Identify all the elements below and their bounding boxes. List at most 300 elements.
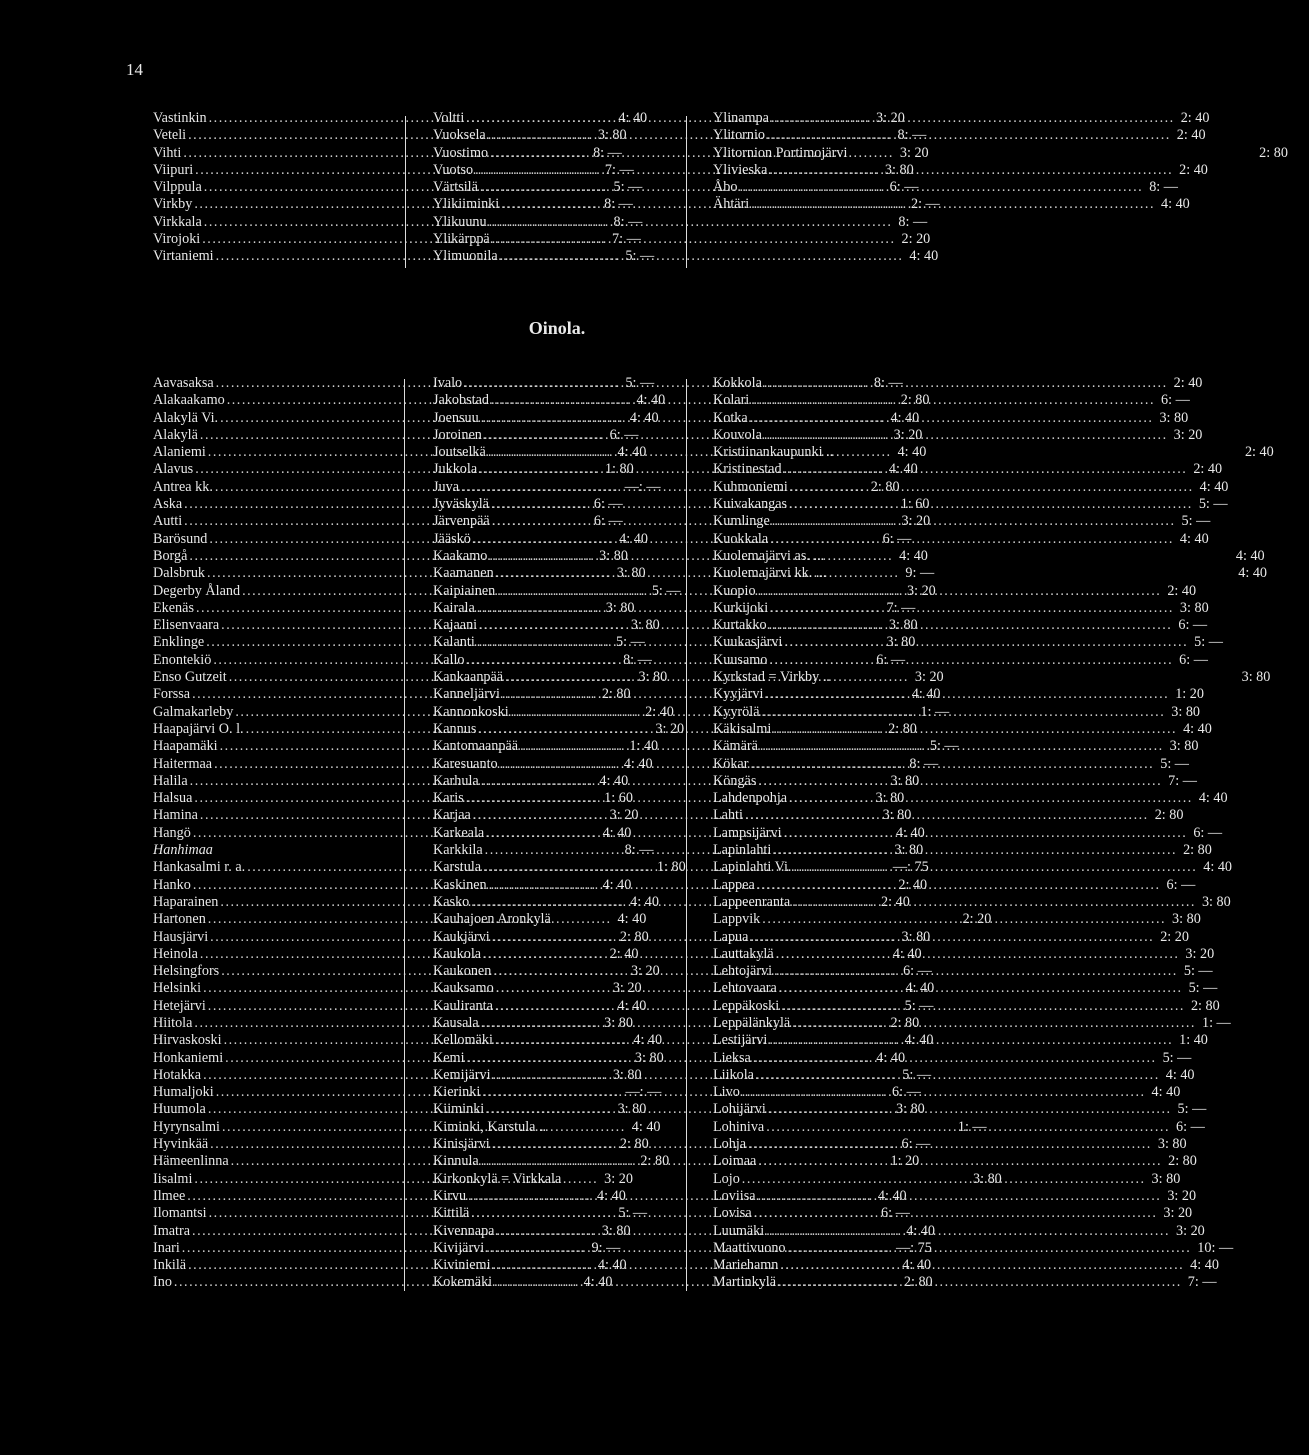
place-name: Kaakamo xyxy=(433,547,488,564)
place-name: Karkeala xyxy=(433,824,485,841)
price-value: 4: 40 xyxy=(899,547,928,564)
list-item xyxy=(713,1101,1207,1118)
price-value: 4: 40 xyxy=(909,248,939,265)
price-value: 3: 20 xyxy=(1175,1222,1205,1239)
price-value: —: 75 xyxy=(892,859,929,876)
dot-leader xyxy=(782,825,1188,842)
price-value: 3: 20 xyxy=(1185,945,1215,962)
section-title: Oinola. xyxy=(528,318,586,338)
place-name: Kuopio xyxy=(713,582,756,599)
price-value: 3: 20 xyxy=(655,720,685,737)
place-name: Ylitornio xyxy=(713,127,766,144)
dot-leader xyxy=(756,1188,1162,1205)
price-value: 6: — xyxy=(882,530,912,547)
price-value: 4: 40 xyxy=(1165,1066,1195,1083)
place-name: Kiiminki xyxy=(433,1101,485,1118)
price-value: 2: 20 xyxy=(962,911,992,928)
place-name: Kemijärvi xyxy=(433,1066,491,1083)
dot-leader xyxy=(740,1084,1146,1101)
price-value: 2: 80 xyxy=(1154,807,1184,824)
dot-leader xyxy=(777,980,1183,997)
list-item xyxy=(713,703,1201,721)
place-name: Hangö xyxy=(153,824,191,841)
place-name: Enso Gutzeit xyxy=(153,669,227,686)
list-item xyxy=(713,513,1211,530)
place-name: Kemi xyxy=(433,1049,465,1066)
place-name: Joroinen xyxy=(433,426,482,443)
dot-leader xyxy=(762,375,1168,392)
place-name: Karhula xyxy=(433,772,479,789)
place-name: Kiminki, Karstula .. xyxy=(433,1118,547,1135)
dot-leader xyxy=(756,1153,1162,1170)
place-name: Ekenäs xyxy=(153,599,194,616)
place-name: Kuolemajärvi kk. ... xyxy=(713,565,827,582)
price-value: 1: — xyxy=(920,703,950,720)
price-value: 3: 80 xyxy=(1169,738,1199,755)
place-name: Vuostimo xyxy=(433,144,489,161)
price-value: 1: 60 xyxy=(900,496,930,513)
price-value: 3: 80 xyxy=(890,772,920,789)
place-name: Antrea kk. xyxy=(153,478,213,495)
price-value: 7: — xyxy=(604,161,634,178)
dot-leader xyxy=(751,1050,1157,1067)
price-value: 3: 80 xyxy=(973,1170,1002,1187)
price-value: 6: — xyxy=(901,1136,931,1153)
dot-leader xyxy=(748,410,1154,427)
price-value: 3: 80 xyxy=(896,1101,925,1118)
price-value: 4: 40 xyxy=(617,997,647,1014)
price-value: 3: 80 xyxy=(901,928,931,945)
price-value: 4: 40 xyxy=(636,392,666,409)
price-value: 6: — xyxy=(593,496,623,513)
place-name: Mariehamn xyxy=(713,1257,779,1274)
list-item xyxy=(713,1032,1208,1049)
place-name: Alakylä xyxy=(153,426,198,443)
place-name: Lappea xyxy=(713,876,755,893)
price-value: 6: — xyxy=(1178,617,1208,634)
dot-leader xyxy=(487,214,893,231)
main-column-3 xyxy=(713,375,1274,1292)
place-name: Forssa xyxy=(153,686,191,703)
dot-leader xyxy=(779,998,1185,1015)
dot-leader xyxy=(776,1274,1182,1291)
price-value: 3: 20 xyxy=(1163,1205,1193,1222)
place-name: Lapinlahti xyxy=(713,842,772,859)
list-item xyxy=(713,997,1220,1015)
price-value: 4: 40 xyxy=(623,755,653,772)
dot-leader xyxy=(769,110,1175,127)
place-name: Kirkonkylä = Virkkala xyxy=(433,1170,562,1187)
price-value: 5: — xyxy=(625,248,655,265)
price-value: 7: — xyxy=(1187,1274,1217,1291)
place-name: Kinnula xyxy=(433,1153,479,1170)
price-value: 3: 20 xyxy=(899,144,929,161)
price-value: 2: 80 xyxy=(1259,144,1288,161)
price-value: 4: 40 xyxy=(895,824,925,841)
dot-leader xyxy=(760,704,1166,721)
price-value: 4: 40 xyxy=(630,893,659,910)
price-value: 5: — xyxy=(618,1205,648,1222)
place-name: Ilmee xyxy=(153,1187,186,1204)
price-value: 5: — xyxy=(1183,963,1213,980)
price-value: 3: 80 xyxy=(1171,703,1201,720)
place-name: Ylimuonila xyxy=(433,248,498,265)
price-value: 4: 40 xyxy=(1203,859,1233,876)
place-name: Virojoki xyxy=(153,231,201,248)
price-value: 6: — xyxy=(876,651,906,668)
place-name: Lojo xyxy=(713,1170,740,1187)
price-value: 6: — xyxy=(881,1205,910,1222)
price-value: 1: 60 xyxy=(604,790,633,807)
price-value: 3: 80 xyxy=(1241,669,1271,686)
price-value: 4: 40 xyxy=(897,444,927,461)
place-name: Lohja xyxy=(713,1136,747,1153)
price-value: 5: — xyxy=(615,634,645,651)
price-value: 2: 40 xyxy=(881,893,910,910)
price-value: 1: 40 xyxy=(629,738,659,755)
price-value: 4: 40 xyxy=(876,1049,906,1066)
dot-leader xyxy=(764,1119,1170,1136)
price-value: 3: 20 xyxy=(893,426,923,443)
price-value: 3: 80 xyxy=(604,1014,633,1031)
place-name: Kokemäki xyxy=(433,1274,493,1291)
list-item xyxy=(713,1170,1181,1188)
place-name: Kauhajoen Aronkylä xyxy=(433,911,551,928)
dot-leader xyxy=(762,427,1168,444)
price-value: 4: 40 xyxy=(1198,790,1228,807)
place-name: Hanko xyxy=(153,876,191,893)
place-name: Kaukola xyxy=(433,945,482,962)
place-name: Hyrynsalmi xyxy=(153,1118,220,1135)
place-name: Kannus xyxy=(433,720,477,737)
place-name: Lappeenranta xyxy=(713,893,791,910)
price-value: 2: 40 xyxy=(609,945,639,962)
place-name: Imatra xyxy=(153,1222,191,1239)
dot-leader xyxy=(749,392,1155,409)
price-value: 1: — xyxy=(957,1118,987,1135)
dot-leader xyxy=(771,721,1177,738)
place-name: Haparainen xyxy=(153,893,219,910)
dot-leader xyxy=(791,859,1197,876)
list-item xyxy=(713,617,1208,634)
dot-leader xyxy=(790,1015,1196,1032)
place-name: Karkkila xyxy=(433,842,483,859)
list-item xyxy=(433,213,928,231)
place-name: Lieksa xyxy=(713,1049,751,1066)
price-value: 2: 20 xyxy=(901,231,931,248)
price-value: 6: — xyxy=(1166,876,1196,893)
list-item xyxy=(713,444,1274,461)
price-value: —: — xyxy=(624,478,661,495)
price-value: 2: 80 xyxy=(888,720,917,737)
place-name: Kaukjärvi xyxy=(433,928,490,945)
column-rule xyxy=(686,379,687,1291)
price-value: 4: 40 xyxy=(599,772,629,789)
dot-leader xyxy=(782,461,1188,478)
place-name: Karis xyxy=(433,790,464,807)
list-item xyxy=(713,651,1208,669)
place-name: Kiviniemi xyxy=(433,1257,491,1274)
place-name: Hausjärvi xyxy=(153,928,209,945)
list-item xyxy=(713,669,1271,686)
price-value: 2: — xyxy=(910,196,940,213)
price-value: 4: 40 xyxy=(617,444,647,461)
place-name: Leppälänkylä xyxy=(713,1014,791,1031)
price-value: 4: 40 xyxy=(633,1032,663,1049)
place-name: Kaskinen xyxy=(433,876,487,893)
list-item xyxy=(713,530,1209,548)
price-value: 1: — xyxy=(1201,1014,1231,1031)
price-value: 5: — xyxy=(1181,513,1211,530)
price-value: 4: 40 xyxy=(602,876,632,893)
dot-leader xyxy=(772,963,1178,980)
price-value: 2: 80 xyxy=(619,1136,649,1153)
price-value: 1: 20 xyxy=(1175,686,1204,703)
list-item xyxy=(713,720,1212,738)
place-name: Karjaa xyxy=(433,807,471,824)
list-item xyxy=(713,110,1210,127)
dot-leader xyxy=(758,738,1164,755)
list-item xyxy=(713,127,1206,144)
place-name: Kantomaanpää xyxy=(433,738,519,755)
list-item xyxy=(713,599,1209,617)
list-item xyxy=(713,392,1190,409)
price-value: 4: 40 xyxy=(583,1274,613,1291)
dot-leader xyxy=(765,127,1171,144)
place-name: Kausala xyxy=(433,1014,479,1031)
price-value: 4: 40 xyxy=(906,1222,935,1239)
price-value: 5: — xyxy=(625,375,655,391)
place-name: Maattivuono xyxy=(713,1239,786,1256)
price-value: 8: — xyxy=(873,375,903,391)
place-name: Karesuanto xyxy=(433,755,498,772)
place-name: Inari xyxy=(153,1239,180,1256)
column-rule xyxy=(404,379,405,1291)
price-value: 3: 20 xyxy=(612,980,642,997)
place-name: Helsinki xyxy=(153,980,202,997)
price-value: 8: — xyxy=(909,755,939,772)
place-name: Loviisa xyxy=(713,1187,756,1204)
list-item xyxy=(713,565,1268,582)
place-name: Lehtojärvi xyxy=(713,963,773,980)
price-value: 4: 40 xyxy=(877,1187,907,1204)
price-value: 4: 40 xyxy=(892,945,922,962)
price-value: 2: 80 xyxy=(1168,1153,1197,1170)
list-item xyxy=(713,842,1212,859)
dot-leader xyxy=(787,790,1193,807)
price-value: 2: 40 xyxy=(1193,461,1223,478)
place-name: Kellomäki xyxy=(433,1032,493,1049)
price-value: 5: — xyxy=(904,997,934,1014)
price-value: 3: 80 xyxy=(599,547,628,564)
price-value: 5: — xyxy=(613,179,643,196)
place-name: Hämeenlinna xyxy=(153,1153,229,1170)
place-name: Helsingfors xyxy=(153,963,220,980)
price-value: 1: 40 xyxy=(1179,1032,1208,1049)
list-item xyxy=(713,790,1228,807)
price-value: 4: 40 xyxy=(1179,530,1209,547)
list-item xyxy=(713,582,1197,600)
place-name: Haitermaa xyxy=(153,755,213,772)
place-name: Loimaa xyxy=(713,1153,757,1170)
place-name: Viipuri xyxy=(153,161,194,178)
price-value: 4: 40 xyxy=(629,409,659,426)
price-value: 3: 80 xyxy=(1179,599,1209,616)
place-name: Kivennapa xyxy=(433,1222,495,1239)
place-name: Alakylä Vi. xyxy=(153,409,219,426)
price-value: 4: 40 xyxy=(1199,478,1229,495)
place-name: Kökar xyxy=(713,755,749,772)
list-item xyxy=(713,963,1213,980)
price-value: 3: 80 xyxy=(630,617,660,634)
price-value: 6: — xyxy=(1193,824,1223,841)
price-value: 4: 40 xyxy=(905,980,935,997)
price-value: 2: 80 xyxy=(1183,842,1212,859)
price-value: 3: 80 xyxy=(888,617,918,634)
dot-leader xyxy=(748,929,1154,946)
place-name: Ylinampa xyxy=(713,110,769,126)
place-name: Haapamäki xyxy=(153,738,218,755)
dot-leader xyxy=(754,1067,1160,1084)
dot-leader xyxy=(740,1171,1146,1188)
place-name: Jakobstad xyxy=(433,392,489,409)
place-name: Hirvaskoski xyxy=(153,1032,222,1049)
place-name: Liikola xyxy=(713,1066,754,1083)
dot-leader xyxy=(767,617,1173,634)
price-value: 4: 40 xyxy=(888,461,918,478)
price-value: 8: — xyxy=(613,213,643,230)
list-item xyxy=(713,1222,1205,1240)
place-name: Kuivakangas xyxy=(713,496,788,513)
price-value: 4: 40 xyxy=(911,686,941,703)
price-value: 1: 80 xyxy=(656,859,686,876)
price-value: 4: 40 xyxy=(1235,547,1265,564)
place-name: Kurkijoki xyxy=(713,599,769,616)
price-value: 7: — xyxy=(886,599,916,616)
price-value: 6: — xyxy=(889,179,919,196)
list-item xyxy=(713,772,1197,790)
price-value: 9: — xyxy=(591,1239,621,1256)
price-value: 8: — xyxy=(624,842,654,859)
place-name: Joutselkä xyxy=(433,444,486,461)
price-value: 10: — xyxy=(1197,1239,1234,1256)
place-name: Lohijärvi xyxy=(713,1101,766,1118)
price-value: 3: 80 xyxy=(875,790,905,807)
place-name: Alaniemi xyxy=(153,444,206,461)
dot-leader xyxy=(767,162,1173,179)
price-value: 5: — xyxy=(1198,496,1228,513)
dot-leader xyxy=(764,1223,1170,1240)
dot-leader xyxy=(749,196,1155,213)
place-name: Lestijärvi xyxy=(713,1032,768,1049)
price-value: 2: 80 xyxy=(890,1014,920,1031)
list-item xyxy=(713,928,1189,946)
price-value: 3: 20 xyxy=(1173,426,1203,443)
price-value: 4: 40 xyxy=(617,911,647,928)
price-value: 3: 20 xyxy=(604,1170,633,1187)
price-value: 4: 40 xyxy=(890,409,920,426)
price-value: 1: 80 xyxy=(604,461,634,478)
place-name: Lehtovaara xyxy=(713,980,777,997)
price-value: 3: 80 xyxy=(617,1101,647,1118)
place-name: Elisenvaara xyxy=(153,617,220,634)
price-value: 5: — xyxy=(1194,634,1223,651)
price-value: 3: 80 xyxy=(634,1049,664,1066)
price-value: 3: 20 xyxy=(907,582,936,599)
place-name: Alakaakamo xyxy=(153,392,225,409)
place-name: Käkisalmi xyxy=(713,720,772,737)
dot-leader xyxy=(490,231,896,248)
price-value: 8: — xyxy=(898,213,928,230)
place-name: Lovisa xyxy=(713,1205,752,1222)
price-value: 3: 80 xyxy=(1151,1170,1181,1187)
place-name: Kasko xyxy=(433,893,470,910)
place-name: Inkilä xyxy=(153,1257,187,1274)
price-value: 5: — xyxy=(651,582,681,599)
place-name: Vuoksela xyxy=(433,127,486,144)
list-item xyxy=(713,807,1184,824)
price-value: 3: 80 xyxy=(616,565,646,582)
price-value: 4: 40 xyxy=(597,1187,626,1204)
place-name: Alavus xyxy=(153,461,194,478)
price-value: 3: 20 xyxy=(630,963,660,980)
place-name: Kuusamo xyxy=(713,651,768,668)
place-name: Barösund xyxy=(153,530,208,547)
place-name: Kannonkoski xyxy=(433,703,509,720)
place-name: Kierinki xyxy=(433,1084,481,1101)
list-item xyxy=(713,1187,1197,1205)
price-value: 3: 80 xyxy=(1201,893,1231,910)
price-value: 2: 40 xyxy=(1180,110,1210,126)
place-name: Hankasalmi r. a. xyxy=(153,859,246,876)
place-name: Luumäki xyxy=(713,1222,765,1239)
place-name: Lauttakylä xyxy=(713,945,774,962)
price-value: 5: — xyxy=(1162,1049,1192,1066)
dot-leader xyxy=(498,248,904,265)
dot-leader xyxy=(768,531,1174,548)
place-name: Ylikuunu xyxy=(433,213,487,230)
list-item xyxy=(713,1049,1192,1067)
place-name: Veteli xyxy=(153,127,187,144)
dot-leader xyxy=(737,179,1143,196)
price-value: 2: 80 xyxy=(619,928,649,945)
list-item xyxy=(713,893,1231,911)
place-name: Leppäkoski xyxy=(713,997,780,1014)
dot-leader xyxy=(763,686,1169,703)
list-item xyxy=(713,1014,1231,1032)
place-name: Voltti xyxy=(433,110,465,126)
dot-leader xyxy=(787,496,1193,513)
place-name: Kotka xyxy=(713,409,748,426)
list-item xyxy=(713,876,1196,894)
price-value: 4: 40 xyxy=(602,824,632,841)
place-name: Kauliranta xyxy=(433,997,493,1014)
price-value: 8: — xyxy=(604,196,633,213)
dot-leader xyxy=(766,1101,1172,1118)
place-name: Galmakarleby xyxy=(153,703,234,720)
price-value: 4: 40 xyxy=(618,110,648,126)
place-name: Vastinkin xyxy=(153,110,207,126)
place-name: Joensuu xyxy=(433,409,479,426)
place-name: Kyrkstad = Virkby .. xyxy=(713,669,830,686)
price-value: 4: 40 xyxy=(902,1257,932,1274)
list-item xyxy=(713,1257,1219,1274)
place-name: Jääskö xyxy=(433,530,471,547)
price-value: 2: 80 xyxy=(640,1153,670,1170)
place-name: Kuokkala xyxy=(713,530,769,547)
place-name: Järvenpää xyxy=(433,513,490,530)
list-item xyxy=(713,824,1223,842)
